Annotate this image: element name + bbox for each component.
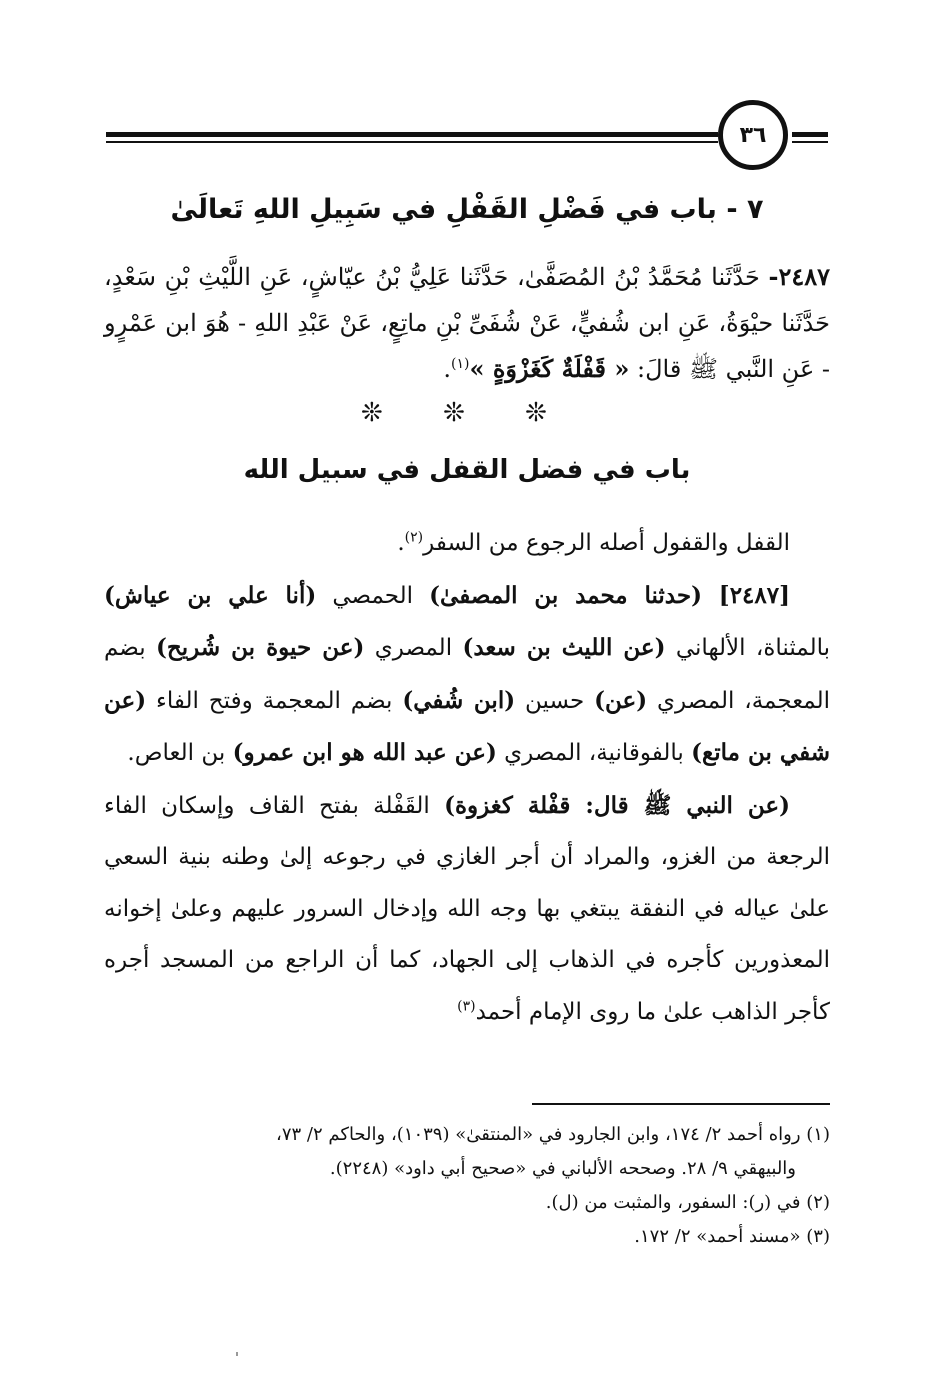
commentary	[104, 518, 830, 1038]
text-segment: بالمثناة، الألهاني	[665, 635, 830, 661]
bold-segment: (عن الليث بن سعد)	[462, 634, 666, 661]
text-segment: حسين	[515, 687, 595, 714]
bold-segment: (عن حيوة بن شُريح)	[156, 634, 365, 661]
footnote-divider	[532, 1103, 830, 1105]
intro-text: القفل والقفول أصله الرجوع من السفر	[423, 530, 790, 556]
footnote-3-number: (٣)	[806, 1226, 830, 1247]
footnote-2-number: (٢)	[806, 1192, 830, 1213]
footnote-1-number: (١)	[806, 1124, 830, 1145]
bold-segment: [٢٤٨٧] (حدثنا محمد بن المصفىٰ)	[429, 581, 790, 609]
commentary-paragraph-2	[104, 570, 830, 780]
bold-segment: (عن النبي ﷺ قال: قفْلة كغزوة)	[444, 791, 790, 819]
page-number: ٣٦	[718, 100, 788, 170]
hadith-chain: حَدَّثَنا مُحَمَّدُ بْنُ المُصَفَّىٰ، حَدَّثَنا عَلِيُّ بْنُ عيّاشٍ، عَنِ اللَّيْثِ بْنِ سَعْدٍ، حَدَّثَنا حيْوَةُ، عَنِ ابن شُفيٍّ، عَنْ شُفَىِّ بْنِ ماتِعٍ، عَنْ عَبْدِ اللهِ - هُوَ ابن عَمْرٍو - عَنِ النَّبي ﷺ قالَ:	[104, 263, 830, 383]
footnote-1-continued: والبيهقي ٩/ ٢٨. وصححه الألباني في «صحيح أبي داود» (٢٢٤٨).	[329, 1158, 796, 1179]
footnote-2-text: في (ر): السفور، والمثبت من (ل).	[545, 1192, 801, 1213]
bold-segment: (أنا علي بن عياش)	[104, 581, 317, 609]
text-segment: الحمصي	[316, 582, 430, 609]
footnotes	[104, 1118, 830, 1254]
footnote-3-text: «مسند أحمد» ٢/ ١٧٢.	[634, 1226, 801, 1247]
bold-segment: (عن شفي بن ماتع)	[104, 686, 830, 766]
commentary-paragraph-3	[104, 780, 830, 1039]
footnote-3	[104, 1220, 830, 1254]
hadith-text	[104, 254, 830, 392]
text-segment: بن العاص.	[127, 740, 233, 766]
footnote-ref-3: (٣)	[457, 997, 476, 1014]
text-segment: بضم المعجمة وفتح الفاء	[146, 687, 403, 714]
header-rule-end	[792, 130, 828, 150]
bold-segment: (ابن شُفي)	[402, 686, 516, 714]
chapter-title: ٧ - باب في فَضْلِ القَفْلِ في سَبِيلِ اللهِ تَعالَىٰ	[170, 194, 764, 225]
footnote-ref-1: (١)	[451, 356, 470, 372]
bold-segment: (عن)	[594, 686, 648, 714]
text-segment: بضم المعجمة، المصري	[104, 635, 830, 714]
hadith-quote: « قَفْلَةٌ كَغَزْوَةٍ »	[469, 354, 630, 383]
hadith-end: .	[443, 355, 451, 383]
footnote-2	[104, 1186, 830, 1220]
text-segment: القَفْلة بفتح القاف وإسكان الفاء الرجعة من الغزو، والمراد أن أجر الغازي في رجوعه إلىٰ وطنه بنية السعي علىٰ عياله في النفقة يبتغي بها وجه الله وإدخال السرور عليهم وعلىٰ إخوانه المعذورين كأجره في الذهاب إلى الجهاد، كما أن الراجع من المسجد أجره كأجر الذاهب علىٰ ما روى الإمام أحمد	[104, 792, 830, 1025]
section-separator: ❊ ❊ ❊	[361, 398, 573, 428]
bold-segment: (عن عبد الله هو ابن عمرو)	[232, 739, 497, 766]
text-segment: بالفوقانية، المصري	[496, 740, 692, 766]
header-rule	[106, 130, 718, 150]
commentary-intro	[104, 518, 830, 570]
text-segment: المصري	[364, 635, 463, 661]
hadith-number: ٢٤٨٧-	[768, 262, 830, 291]
section-title: باب في فضل القفل في سبيل الله	[243, 455, 691, 485]
footnote-1	[104, 1118, 830, 1152]
footnote-1-line-1: رواه أحمد ٢/ ١٧٤، وابن الجارود في «المنتقىٰ» (١٠٣٩)، والحاكم ٢/ ٧٣،	[276, 1124, 801, 1145]
footnote-ref-2: (٢)	[404, 529, 424, 546]
intro-end: .	[397, 530, 405, 556]
scan-speck	[236, 1352, 238, 1356]
